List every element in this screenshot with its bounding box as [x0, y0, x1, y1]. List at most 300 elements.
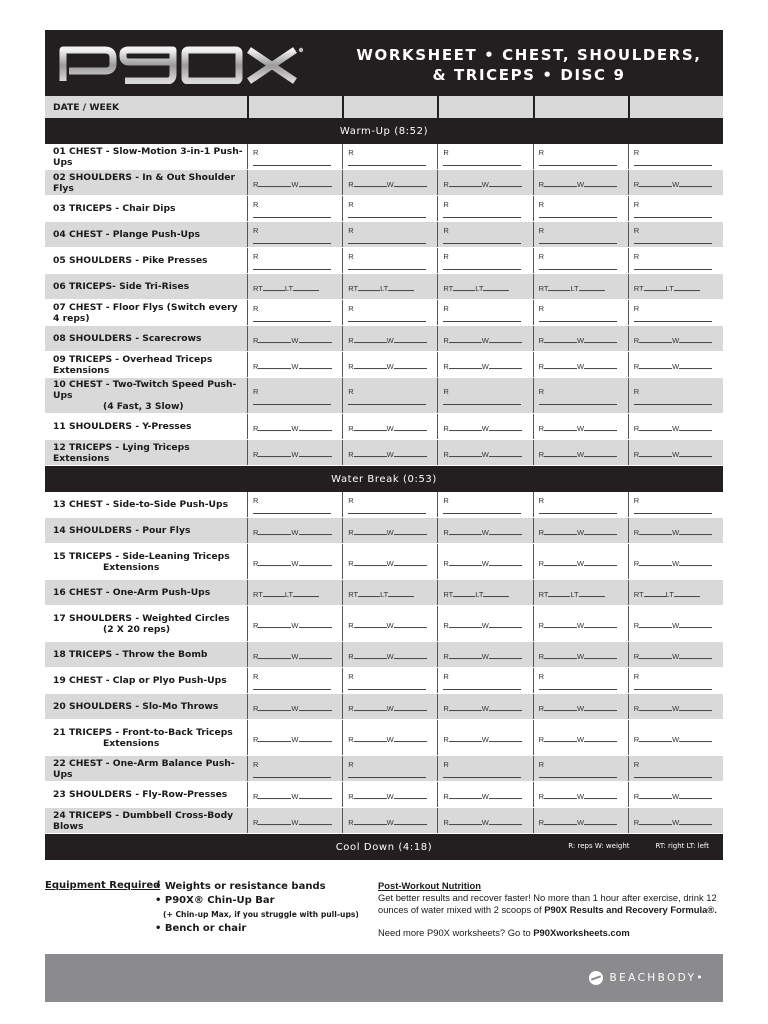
entry-field[interactable] — [634, 387, 717, 407]
entry-line[interactable] — [258, 557, 291, 566]
entry-line[interactable] — [483, 588, 509, 597]
entry-cell[interactable] — [533, 326, 628, 351]
entry-line[interactable] — [584, 178, 617, 187]
entry-line[interactable] — [443, 396, 521, 405]
entry-line[interactable] — [253, 505, 331, 514]
entry-cell[interactable] — [533, 782, 628, 807]
entry-field[interactable] — [443, 760, 526, 780]
entry-line[interactable] — [449, 790, 482, 799]
entry-field[interactable] — [539, 619, 622, 630]
entry-field[interactable] — [634, 148, 717, 168]
entry-cell[interactable] — [247, 248, 342, 273]
entry-field[interactable] — [443, 252, 526, 272]
entry-field[interactable] — [253, 496, 336, 516]
entry-line[interactable] — [489, 557, 522, 566]
entry-line[interactable] — [679, 422, 712, 431]
entry-line[interactable] — [394, 422, 427, 431]
entry-cell[interactable] — [437, 274, 532, 299]
entry-line[interactable] — [679, 790, 712, 799]
entry-field[interactable] — [634, 360, 717, 371]
entry-cell[interactable] — [247, 222, 342, 247]
entry-field[interactable] — [253, 733, 336, 744]
entry-cell[interactable] — [247, 642, 342, 667]
entry-cell[interactable] — [342, 248, 437, 273]
entry-cell[interactable] — [628, 440, 723, 465]
entry-line[interactable] — [394, 790, 427, 799]
entry-field[interactable] — [348, 282, 431, 293]
entry-field[interactable] — [539, 282, 622, 293]
entry-cell[interactable] — [437, 144, 532, 169]
entry-line[interactable] — [639, 526, 672, 535]
entry-field[interactable] — [348, 588, 431, 599]
entry-field[interactable] — [634, 334, 717, 345]
entry-cell[interactable] — [533, 222, 628, 247]
entry-line[interactable] — [449, 360, 482, 369]
entry-line[interactable] — [253, 313, 331, 322]
entry-line[interactable] — [679, 619, 712, 628]
entry-line[interactable] — [258, 650, 291, 659]
entry-cell[interactable] — [437, 720, 532, 755]
entry-field[interactable] — [348, 252, 431, 272]
entry-line[interactable] — [544, 557, 577, 566]
entry-line[interactable] — [449, 733, 482, 742]
entry-field[interactable] — [443, 733, 526, 744]
entry-field[interactable] — [539, 733, 622, 744]
entry-cell[interactable] — [628, 642, 723, 667]
entry-field[interactable] — [253, 816, 336, 827]
entry-cell[interactable] — [342, 492, 437, 517]
entry-line[interactable] — [679, 526, 712, 535]
entry-cell[interactable] — [342, 720, 437, 755]
entry-line[interactable] — [299, 334, 332, 343]
entry-line[interactable] — [449, 557, 482, 566]
entry-field[interactable] — [443, 619, 526, 630]
entry-line[interactable] — [348, 313, 426, 322]
entry-field[interactable] — [443, 226, 526, 246]
entry-line[interactable] — [539, 209, 617, 218]
entry-line[interactable] — [258, 733, 291, 742]
entry-field[interactable] — [443, 422, 526, 433]
entry-cell[interactable] — [342, 326, 437, 351]
entry-field[interactable] — [634, 816, 717, 827]
entry-cell[interactable] — [342, 642, 437, 667]
entry-field[interactable] — [443, 334, 526, 345]
entry-field[interactable] — [348, 702, 431, 713]
entry-line[interactable] — [544, 790, 577, 799]
entry-field[interactable] — [539, 148, 622, 168]
entry-line[interactable] — [639, 360, 672, 369]
entry-cell[interactable] — [628, 196, 723, 221]
entry-field[interactable] — [539, 526, 622, 537]
entry-field[interactable] — [253, 422, 336, 433]
entry-line[interactable] — [348, 396, 426, 405]
entry-line[interactable] — [299, 702, 332, 711]
entry-line[interactable] — [348, 261, 426, 270]
entry-cell[interactable] — [247, 606, 342, 641]
entry-line[interactable] — [584, 816, 617, 825]
entry-line[interactable] — [679, 448, 712, 457]
entry-line[interactable] — [443, 681, 521, 690]
entry-line[interactable] — [258, 526, 291, 535]
entry-field[interactable] — [253, 672, 336, 692]
entry-field[interactable] — [539, 304, 622, 324]
entry-line[interactable] — [539, 769, 617, 778]
entry-field[interactable] — [348, 422, 431, 433]
entry-line[interactable] — [584, 360, 617, 369]
entry-field[interactable] — [253, 200, 336, 220]
entry-field[interactable] — [539, 422, 622, 433]
entry-line[interactable] — [358, 282, 380, 291]
entry-line[interactable] — [348, 209, 426, 218]
entry-cell[interactable] — [533, 580, 628, 605]
entry-line[interactable] — [634, 396, 712, 405]
entry-field[interactable] — [539, 387, 622, 407]
entry-line[interactable] — [489, 360, 522, 369]
entry-field[interactable] — [443, 282, 526, 293]
entry-line[interactable] — [394, 360, 427, 369]
entry-cell[interactable] — [437, 544, 532, 579]
entry-line[interactable] — [679, 650, 712, 659]
entry-cell[interactable] — [628, 808, 723, 833]
entry-field[interactable] — [634, 448, 717, 459]
entry-line[interactable] — [354, 557, 387, 566]
entry-line[interactable] — [634, 235, 712, 244]
entry-line[interactable] — [639, 790, 672, 799]
entry-cell[interactable] — [628, 606, 723, 641]
entry-cell[interactable] — [342, 440, 437, 465]
entry-line[interactable] — [489, 790, 522, 799]
entry-line[interactable] — [253, 261, 331, 270]
entry-line[interactable] — [299, 448, 332, 457]
entry-line[interactable] — [348, 157, 426, 166]
entry-field[interactable] — [539, 496, 622, 516]
entry-field[interactable] — [443, 448, 526, 459]
entry-line[interactable] — [489, 334, 522, 343]
entry-cell[interactable] — [533, 642, 628, 667]
entry-cell[interactable] — [533, 694, 628, 719]
entry-line[interactable] — [584, 557, 617, 566]
entry-line[interactable] — [639, 557, 672, 566]
entry-line[interactable] — [394, 178, 427, 187]
entry-cell[interactable] — [533, 492, 628, 517]
entry-cell[interactable] — [247, 144, 342, 169]
entry-cell[interactable] — [628, 300, 723, 325]
entry-line[interactable] — [253, 769, 331, 778]
entry-line[interactable] — [634, 505, 712, 514]
entry-line[interactable] — [299, 422, 332, 431]
entry-cell[interactable] — [247, 274, 342, 299]
entry-field[interactable] — [348, 226, 431, 246]
entry-cell[interactable] — [437, 808, 532, 833]
entry-line[interactable] — [639, 733, 672, 742]
entry-line[interactable] — [584, 650, 617, 659]
entry-line[interactable] — [489, 619, 522, 628]
entry-line[interactable] — [253, 681, 331, 690]
entry-line[interactable] — [299, 650, 332, 659]
entry-field[interactable] — [443, 702, 526, 713]
entry-line[interactable] — [354, 790, 387, 799]
entry-cell[interactable] — [437, 694, 532, 719]
entry-line[interactable] — [253, 157, 331, 166]
entry-cell[interactable] — [628, 544, 723, 579]
entry-cell[interactable] — [247, 544, 342, 579]
entry-cell[interactable] — [247, 668, 342, 693]
entry-field[interactable] — [634, 526, 717, 537]
entry-line[interactable] — [388, 588, 414, 597]
entry-field[interactable] — [443, 672, 526, 692]
entry-cell[interactable] — [628, 720, 723, 755]
entry-field[interactable] — [253, 619, 336, 630]
entry-line[interactable] — [584, 334, 617, 343]
entry-field[interactable] — [539, 360, 622, 371]
entry-field[interactable] — [348, 496, 431, 516]
entry-cell[interactable] — [533, 606, 628, 641]
entry-cell[interactable] — [437, 326, 532, 351]
entry-line[interactable] — [299, 619, 332, 628]
entry-field[interactable] — [443, 816, 526, 827]
entry-cell[interactable] — [533, 352, 628, 377]
entry-field[interactable] — [634, 588, 717, 599]
entry-cell[interactable] — [533, 196, 628, 221]
entry-field[interactable] — [253, 252, 336, 272]
entry-line[interactable] — [443, 157, 521, 166]
entry-field[interactable] — [539, 790, 622, 801]
entry-field[interactable] — [443, 526, 526, 537]
entry-field[interactable] — [443, 387, 526, 407]
entry-line[interactable] — [258, 702, 291, 711]
entry-line[interactable] — [263, 282, 285, 291]
entry-field[interactable] — [253, 650, 336, 661]
entry-line[interactable] — [449, 334, 482, 343]
entry-line[interactable] — [354, 178, 387, 187]
entry-line[interactable] — [579, 588, 605, 597]
entry-line[interactable] — [299, 733, 332, 742]
entry-field[interactable] — [634, 200, 717, 220]
entry-field[interactable] — [634, 282, 717, 293]
entry-cell[interactable] — [533, 668, 628, 693]
entry-cell[interactable] — [247, 782, 342, 807]
entry-cell[interactable] — [628, 756, 723, 781]
date-week-cell[interactable] — [437, 96, 532, 118]
entry-field[interactable] — [348, 448, 431, 459]
entry-field[interactable] — [634, 226, 717, 246]
entry-line[interactable] — [258, 334, 291, 343]
entry-line[interactable] — [489, 422, 522, 431]
entry-line[interactable] — [394, 526, 427, 535]
entry-field[interactable] — [253, 387, 336, 407]
entry-cell[interactable] — [437, 248, 532, 273]
entry-field[interactable] — [443, 360, 526, 371]
entry-line[interactable] — [584, 790, 617, 799]
date-week-cell[interactable] — [342, 96, 437, 118]
entry-field[interactable] — [634, 252, 717, 272]
entry-cell[interactable] — [533, 756, 628, 781]
entry-cell[interactable] — [533, 378, 628, 413]
entry-line[interactable] — [299, 557, 332, 566]
entry-line[interactable] — [453, 282, 475, 291]
entry-line[interactable] — [539, 505, 617, 514]
entry-line[interactable] — [639, 448, 672, 457]
entry-line[interactable] — [299, 526, 332, 535]
entry-cell[interactable] — [533, 440, 628, 465]
entry-cell[interactable] — [437, 222, 532, 247]
entry-field[interactable] — [634, 619, 717, 630]
entry-line[interactable] — [449, 526, 482, 535]
entry-line[interactable] — [299, 360, 332, 369]
entry-field[interactable] — [253, 702, 336, 713]
entry-cell[interactable] — [342, 378, 437, 413]
entry-line[interactable] — [348, 681, 426, 690]
entry-line[interactable] — [263, 588, 285, 597]
entry-line[interactable] — [544, 702, 577, 711]
entry-line[interactable] — [489, 650, 522, 659]
entry-cell[interactable] — [628, 518, 723, 543]
entry-field[interactable] — [348, 619, 431, 630]
entry-line[interactable] — [634, 261, 712, 270]
entry-field[interactable] — [253, 526, 336, 537]
entry-line[interactable] — [299, 178, 332, 187]
entry-field[interactable] — [443, 790, 526, 801]
entry-line[interactable] — [354, 526, 387, 535]
entry-cell[interactable] — [342, 518, 437, 543]
entry-line[interactable] — [539, 396, 617, 405]
entry-line[interactable] — [443, 235, 521, 244]
entry-cell[interactable] — [628, 170, 723, 195]
entry-field[interactable] — [634, 733, 717, 744]
entry-field[interactable] — [634, 790, 717, 801]
entry-field[interactable] — [634, 304, 717, 324]
entry-line[interactable] — [639, 334, 672, 343]
entry-line[interactable] — [449, 702, 482, 711]
entry-cell[interactable] — [247, 326, 342, 351]
entry-cell[interactable] — [247, 808, 342, 833]
entry-line[interactable] — [354, 650, 387, 659]
entry-line[interactable] — [634, 313, 712, 322]
worksheets-link[interactable]: P90Xworksheets.com — [533, 927, 630, 938]
entry-line[interactable] — [453, 588, 475, 597]
entry-cell[interactable] — [628, 694, 723, 719]
entry-cell[interactable] — [437, 440, 532, 465]
entry-cell[interactable] — [437, 580, 532, 605]
entry-line[interactable] — [449, 650, 482, 659]
date-week-cell[interactable] — [247, 96, 342, 118]
entry-line[interactable] — [679, 816, 712, 825]
entry-line[interactable] — [679, 178, 712, 187]
entry-line[interactable] — [634, 157, 712, 166]
entry-cell[interactable] — [437, 414, 532, 439]
entry-cell[interactable] — [247, 300, 342, 325]
entry-cell[interactable] — [533, 144, 628, 169]
date-week-cell[interactable] — [628, 96, 723, 118]
entry-line[interactable] — [584, 733, 617, 742]
entry-line[interactable] — [449, 619, 482, 628]
entry-line[interactable] — [348, 235, 426, 244]
entry-cell[interactable] — [437, 300, 532, 325]
entry-field[interactable] — [253, 448, 336, 459]
entry-field[interactable] — [634, 496, 717, 516]
entry-cell[interactable] — [342, 808, 437, 833]
entry-cell[interactable] — [437, 756, 532, 781]
entry-line[interactable] — [449, 422, 482, 431]
entry-line[interactable] — [443, 261, 521, 270]
entry-cell[interactable] — [437, 196, 532, 221]
entry-cell[interactable] — [247, 720, 342, 755]
entry-field[interactable] — [348, 360, 431, 371]
entry-field[interactable] — [539, 200, 622, 220]
entry-line[interactable] — [584, 619, 617, 628]
entry-field[interactable] — [443, 557, 526, 568]
entry-field[interactable] — [539, 557, 622, 568]
entry-cell[interactable] — [342, 352, 437, 377]
entry-field[interactable] — [348, 334, 431, 345]
entry-line[interactable] — [544, 733, 577, 742]
entry-line[interactable] — [639, 178, 672, 187]
entry-cell[interactable] — [628, 414, 723, 439]
entry-field[interactable] — [634, 650, 717, 661]
entry-field[interactable] — [348, 148, 431, 168]
entry-line[interactable] — [354, 422, 387, 431]
entry-field[interactable] — [253, 760, 336, 780]
entry-field[interactable] — [253, 178, 336, 189]
entry-line[interactable] — [354, 816, 387, 825]
entry-field[interactable] — [348, 790, 431, 801]
entry-line[interactable] — [584, 448, 617, 457]
entry-line[interactable] — [584, 422, 617, 431]
entry-cell[interactable] — [342, 274, 437, 299]
entry-line[interactable] — [354, 448, 387, 457]
entry-field[interactable] — [634, 760, 717, 780]
entry-cell[interactable] — [342, 694, 437, 719]
entry-field[interactable] — [253, 148, 336, 168]
entry-line[interactable] — [299, 816, 332, 825]
entry-cell[interactable] — [437, 642, 532, 667]
entry-line[interactable] — [449, 448, 482, 457]
entry-field[interactable] — [539, 334, 622, 345]
entry-line[interactable] — [483, 282, 509, 291]
entry-cell[interactable] — [628, 580, 723, 605]
entry-cell[interactable] — [628, 782, 723, 807]
entry-line[interactable] — [253, 235, 331, 244]
entry-field[interactable] — [253, 360, 336, 371]
entry-line[interactable] — [489, 702, 522, 711]
entry-cell[interactable] — [247, 440, 342, 465]
entry-line[interactable] — [674, 282, 700, 291]
entry-line[interactable] — [258, 178, 291, 187]
entry-line[interactable] — [584, 702, 617, 711]
entry-line[interactable] — [489, 448, 522, 457]
entry-cell[interactable] — [342, 580, 437, 605]
entry-line[interactable] — [639, 422, 672, 431]
entry-line[interactable] — [258, 816, 291, 825]
entry-cell[interactable] — [342, 606, 437, 641]
entry-cell[interactable] — [342, 196, 437, 221]
entry-line[interactable] — [253, 209, 331, 218]
entry-field[interactable] — [539, 702, 622, 713]
entry-cell[interactable] — [437, 782, 532, 807]
entry-cell[interactable] — [247, 518, 342, 543]
entry-line[interactable] — [539, 313, 617, 322]
entry-cell[interactable] — [247, 492, 342, 517]
entry-line[interactable] — [354, 702, 387, 711]
entry-cell[interactable] — [533, 274, 628, 299]
entry-field[interactable] — [348, 200, 431, 220]
entry-cell[interactable] — [628, 274, 723, 299]
entry-field[interactable] — [253, 282, 336, 293]
entry-cell[interactable] — [247, 196, 342, 221]
entry-field[interactable] — [634, 702, 717, 713]
entry-line[interactable] — [679, 733, 712, 742]
entry-line[interactable] — [634, 681, 712, 690]
